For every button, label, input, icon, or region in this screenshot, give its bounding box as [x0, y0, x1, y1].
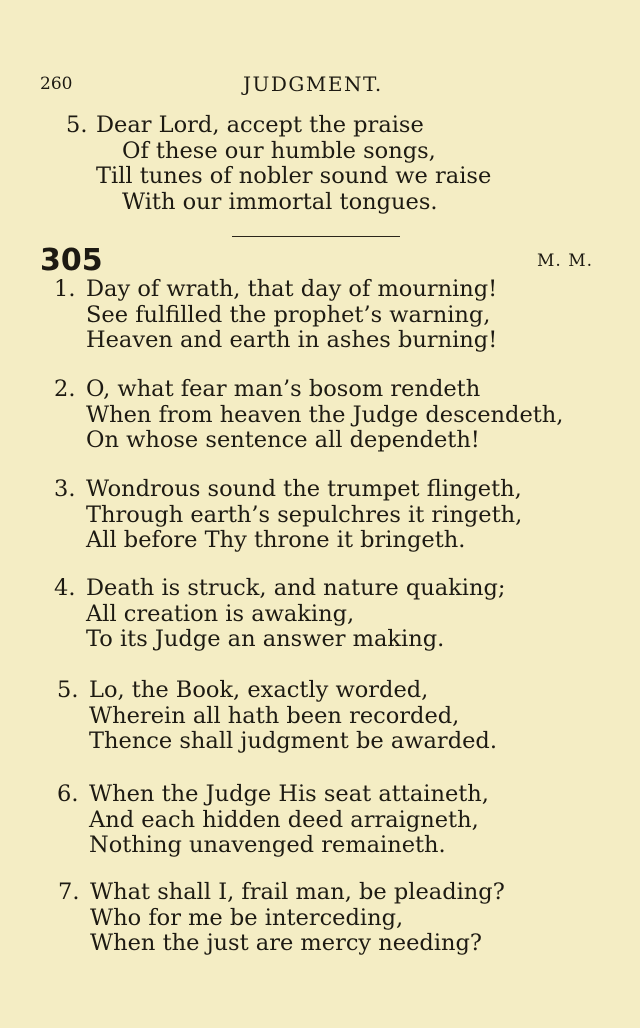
- stanza-3: [54, 477, 522, 554]
- stanza-1: [54, 277, 497, 354]
- stanza-line: Wondrous sound the trumpet flingeth,: [86, 476, 522, 502]
- stanza-line: Who for me be interceding,: [90, 904, 404, 931]
- section-divider: [232, 236, 400, 237]
- hymn-number: 305: [40, 243, 103, 278]
- stanza-6: [57, 782, 489, 859]
- stanza-line: Till tunes of nobler sound we raise: [96, 163, 492, 189]
- stanza-number: 5.: [57, 677, 79, 703]
- stanza-line: All creation is awaking,: [86, 600, 355, 627]
- stanza-line: Lo, the Book, exactly worded,: [89, 677, 429, 703]
- stanza-number: 4.: [54, 575, 76, 601]
- stanza-line: When the just are mercy needing?: [90, 930, 482, 956]
- stanza-line: When the Judge His seat attaineth,: [89, 781, 489, 807]
- stanza-line: Death is struck, and nature quaking;: [86, 575, 506, 601]
- stanza-line: Dear Lord, accept the praise: [96, 112, 424, 138]
- stanza-number: 2.: [54, 376, 76, 402]
- stanza-number: 7.: [58, 879, 80, 905]
- stanza-4: [54, 576, 505, 653]
- stanza-5: [57, 678, 497, 755]
- stanza-line: Thence shall judgment be awarded.: [89, 728, 497, 754]
- stanza-2: [54, 377, 563, 454]
- stanza-line: On whose sentence all dependeth!: [86, 427, 480, 453]
- stanza-line: Of these our humble songs,: [122, 137, 436, 164]
- hymn-meter: M. M.: [537, 251, 594, 271]
- stanza-line: Wherein all hath been recorded,: [89, 702, 460, 729]
- stanza-number: 3.: [54, 476, 76, 502]
- stanza-number: 5.: [66, 112, 88, 138]
- stanza-line: When from heaven the Judge descendeth,: [86, 401, 564, 428]
- stanza-line: Nothing unavenged remaineth.: [89, 832, 446, 858]
- previous-hymn-stanza-5: [66, 113, 491, 215]
- stanza-line: With our immortal tongues.: [122, 188, 438, 215]
- stanza-number: 1.: [54, 276, 76, 302]
- stanza-line: See fulfilled the prophet’s warning,: [86, 301, 491, 328]
- stanza-7: [58, 880, 505, 957]
- stanza-number: 6.: [57, 781, 79, 807]
- stanza-line: Day of wrath, that day of mourning!: [86, 276, 498, 302]
- stanza-line: All before Thy throne it bringeth.: [86, 527, 466, 553]
- stanza-line: What shall I, frail man, be pleading?: [90, 879, 505, 905]
- stanza-line: To its Judge an answer making.: [86, 626, 445, 652]
- stanza-line: O, what fear man’s bosom rendeth: [86, 376, 481, 402]
- running-title: JUDGMENT.: [243, 72, 383, 96]
- page-number: 260: [40, 74, 73, 94]
- stanza-line: Heaven and earth in ashes burning!: [86, 327, 498, 353]
- stanza-line: And each hidden deed arraigneth,: [89, 806, 479, 833]
- stanza-line: Through earth’s sepulchres it ringeth,: [86, 501, 523, 528]
